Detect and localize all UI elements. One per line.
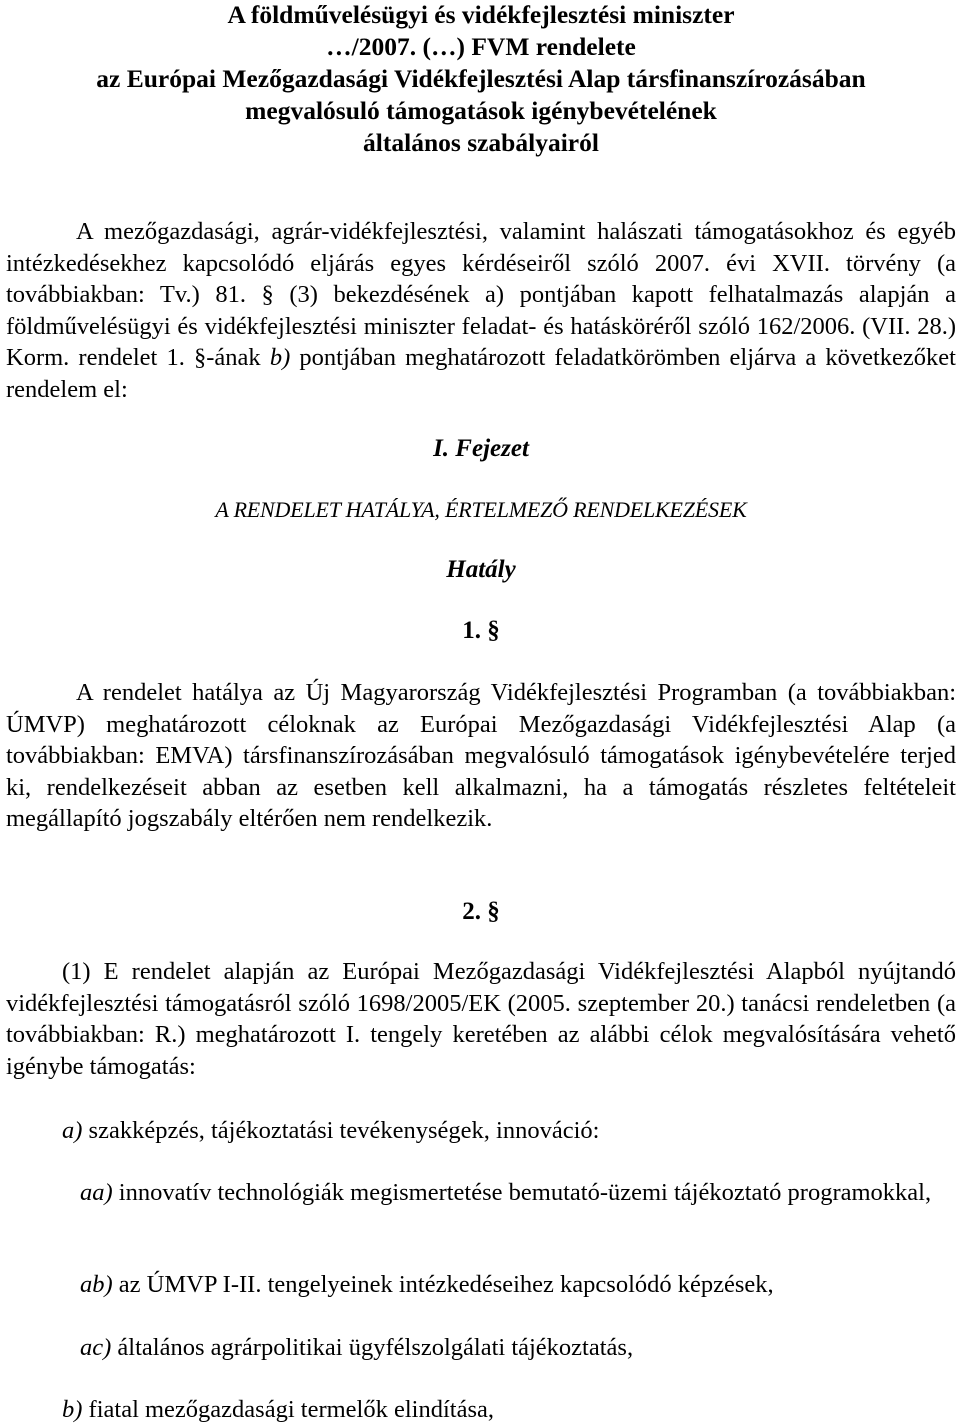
section-1-number: 1. § <box>462 617 500 644</box>
preamble-text-italic: b) <box>269 344 291 371</box>
list-item <box>6 1177 956 1209</box>
chapter-label: I. Fejezet <box>433 435 529 462</box>
list-item <box>6 1115 956 1147</box>
header-line-title-2: megvalósuló támogatások igénybevételének <box>245 96 717 125</box>
chapter-subtitle: Hatály <box>446 556 516 583</box>
header-line-decree-number: …/2007. (…) FVM rendelete <box>326 32 636 61</box>
list-item <box>6 1269 956 1301</box>
preamble-paragraph <box>6 216 956 405</box>
section-1-text: A rendelet hatálya az Új Magyarország Vidékfejlesztési Programban (a továbbiakban: ÚMVP) meghatározott céloknak az Európai Mezőgazdasági Vidékfejlesztési Alap (a továbbiakban: EMVA) társfinanszírozásában megvalósuló támogatások igénybevételére terjed ki, rendelkezéseit abban az esetben kell alkalmazni, ha a támogatás részletes feltételeit megállapító jogszabály eltérően nem rendelkezik. <box>6 679 956 832</box>
header-line-minister: A földművelésügyi és vidékfejlesztési miniszter <box>227 0 735 29</box>
preamble-text-2: pontjában meghatározott feladatkörömben eljárva a következőket rendelem el: <box>6 344 956 403</box>
section-2-paragraph <box>6 956 956 1082</box>
list-item-label: aa) <box>80 1179 113 1206</box>
list-item-label: ab) <box>80 1271 113 1298</box>
document-page <box>6 0 956 1423</box>
list-item-label: ac) <box>80 1334 112 1361</box>
section-1-paragraph <box>6 677 956 835</box>
section-2-number: 2. § <box>462 898 500 925</box>
list-item-text: fiatal mezőgazdasági termelők elindítása, <box>82 1396 494 1423</box>
list-item-label: a) <box>62 1117 83 1144</box>
header-line-title-3: általános szabályairól <box>363 128 599 157</box>
list-item <box>6 1394 956 1426</box>
list-item-text: innovatív technológiák megismertetése bemutató-üzemi tájékoztató programokkal, <box>112 1179 932 1206</box>
document-header <box>6 0 956 159</box>
list-item-text: az ÚMVP I-II. tengelyeinek intézkedéseihez kapcsolódó képzések, <box>112 1271 774 1298</box>
header-line-title-1: az Európai Mezőgazdasági Vidékfejlesztési Alap társfinanszírozásában <box>96 64 866 93</box>
list-item-text: szakképzés, tájékoztatási tevékenységek, innováció: <box>82 1117 600 1144</box>
list-item-text: általános agrárpolitikai ügyfélszolgálati tájékoztatás, <box>111 1334 634 1361</box>
chapter-title: A RENDELET HATÁLYA, ÉRTELMEZŐ RENDELKEZÉSEK <box>215 497 747 522</box>
list-item <box>6 1332 956 1364</box>
section-2-text: (1) E rendelet alapján az Európai Mezőgazdasági Vidékfejlesztési Alapból nyújtandó vidékfejlesztési támogatásról szóló 1698/2005/EK (2005. szeptember 20.) tanácsi rendeletben (a továbbiakban: R.) meghatározott I. tengely keretében az alábbi célok megvalósítására vehető igénybe támogatás: <box>6 958 956 1080</box>
preamble-text-1: A mezőgazdasági, agrár-vidékfejlesztési, valamint halászati támogatásokhoz és egyéb intézkedésekhez kapcsolódó eljárás egyes kérdéseiről szóló 2007. évi XVII. törvény (a továbbiakban: Tv.) 81. § (3) bekezdésének a) pontjában kapott felhatalmazás alapján a földművelésügyi és vidékfejlesztési miniszter feladat- és hatásköréről szóló 162/2006. (VII. 28.) Korm. rendelet 1. §-ának <box>6 218 956 371</box>
list-item-label: b) <box>62 1396 83 1423</box>
